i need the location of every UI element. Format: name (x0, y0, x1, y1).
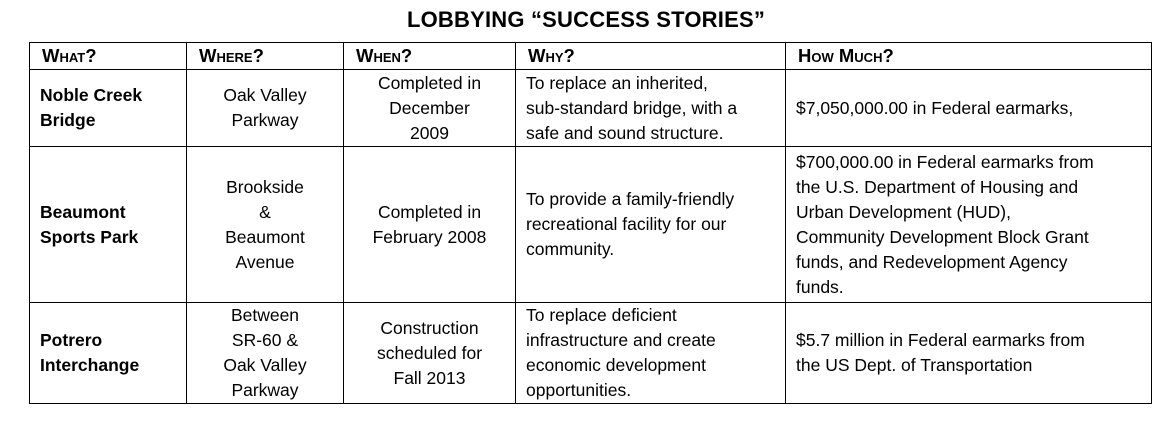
reason-line: safe and sound structure. (526, 122, 724, 143)
reason-line: economic development (526, 355, 706, 375)
date-line: Completed in (377, 201, 482, 222)
cell-when (344, 303, 516, 404)
location-line: Between (230, 305, 300, 325)
location-line: Oak Valley (223, 355, 307, 375)
location-line: Beaumont (225, 226, 305, 247)
header-how-much: How Much? (786, 43, 1152, 70)
reason-line: To provide a family-friendly (526, 189, 735, 209)
project-name-line: Beaumont (40, 201, 126, 222)
document-title: LOBBYING “SUCCESS STORIES” (406, 7, 766, 32)
header-when: When? (344, 43, 516, 70)
date-line: 2009 (410, 122, 449, 143)
date-line: Construction (380, 317, 479, 338)
reason-line: sub-standard bridge, with a (526, 97, 738, 118)
date-line: Fall 2013 (393, 367, 466, 388)
cell-where (187, 70, 344, 147)
location-line: Oak Valley (223, 85, 307, 105)
project-name-line: Potrero (40, 330, 103, 350)
cell-why (516, 303, 786, 404)
funding-line: $5.7 million in Federal earmarks from (796, 330, 1085, 350)
project-name-line: Interchange (40, 355, 140, 375)
reason-line: infrastructure and create (526, 330, 716, 350)
date-line: December (389, 97, 470, 118)
date-line: February 2008 (372, 226, 487, 247)
success-stories-table (29, 42, 1152, 404)
location-line: Brookside (226, 176, 304, 197)
location-line: SR-60 & (231, 330, 299, 350)
cell-what (30, 303, 187, 404)
date-line: Completed in (377, 72, 482, 93)
cell-how-much (786, 147, 1152, 303)
date-line: scheduled for (376, 342, 483, 363)
funding-line: the US Dept. of Transportation (796, 355, 1033, 375)
location-line: Parkway (231, 380, 299, 400)
funding-line: funds, and Redevelopment Agency (796, 251, 1068, 272)
funding-line: funds. (796, 276, 844, 297)
cell-when (344, 147, 516, 303)
location-line: Parkway (231, 110, 299, 130)
cell-how-much (786, 303, 1152, 404)
cell-where (187, 303, 344, 404)
project-name-line: Noble Creek (40, 85, 143, 105)
funding-line: Urban Development (HUD), (796, 201, 1011, 222)
reason-line: recreational facility for our (526, 214, 727, 234)
location-line: & (259, 201, 271, 222)
project-name-line: Bridge (40, 110, 96, 130)
cell-why (516, 70, 786, 147)
project-name-line: Sports Park (40, 226, 139, 247)
cell-where (187, 147, 344, 303)
header-row (30, 43, 1152, 70)
cell-how-much (786, 70, 1152, 147)
reason-line: To replace an inherited, (526, 72, 708, 93)
funding-line: $7,050,000.00 in Federal earmarks, (796, 97, 1074, 118)
reason-line: To replace deficient (526, 305, 677, 325)
funding-line: $700,000.00 in Federal earmarks from (796, 151, 1094, 172)
table-row (30, 147, 1152, 303)
table-row (30, 303, 1152, 404)
funding-line: the U.S. Department of Housing and (796, 176, 1079, 197)
location-line: Avenue (235, 251, 295, 272)
cell-what (30, 70, 187, 147)
header-where: Where? (187, 43, 344, 70)
funding-line: Community Development Block Grant (796, 226, 1089, 247)
header-what: What? (30, 43, 187, 70)
header-why: Why? (516, 43, 786, 70)
cell-why (516, 147, 786, 303)
cell-what (30, 147, 187, 303)
cell-when (344, 70, 516, 147)
reason-line: community. (526, 239, 615, 259)
reason-line: opportunities. (526, 380, 632, 400)
table-row (30, 70, 1152, 147)
